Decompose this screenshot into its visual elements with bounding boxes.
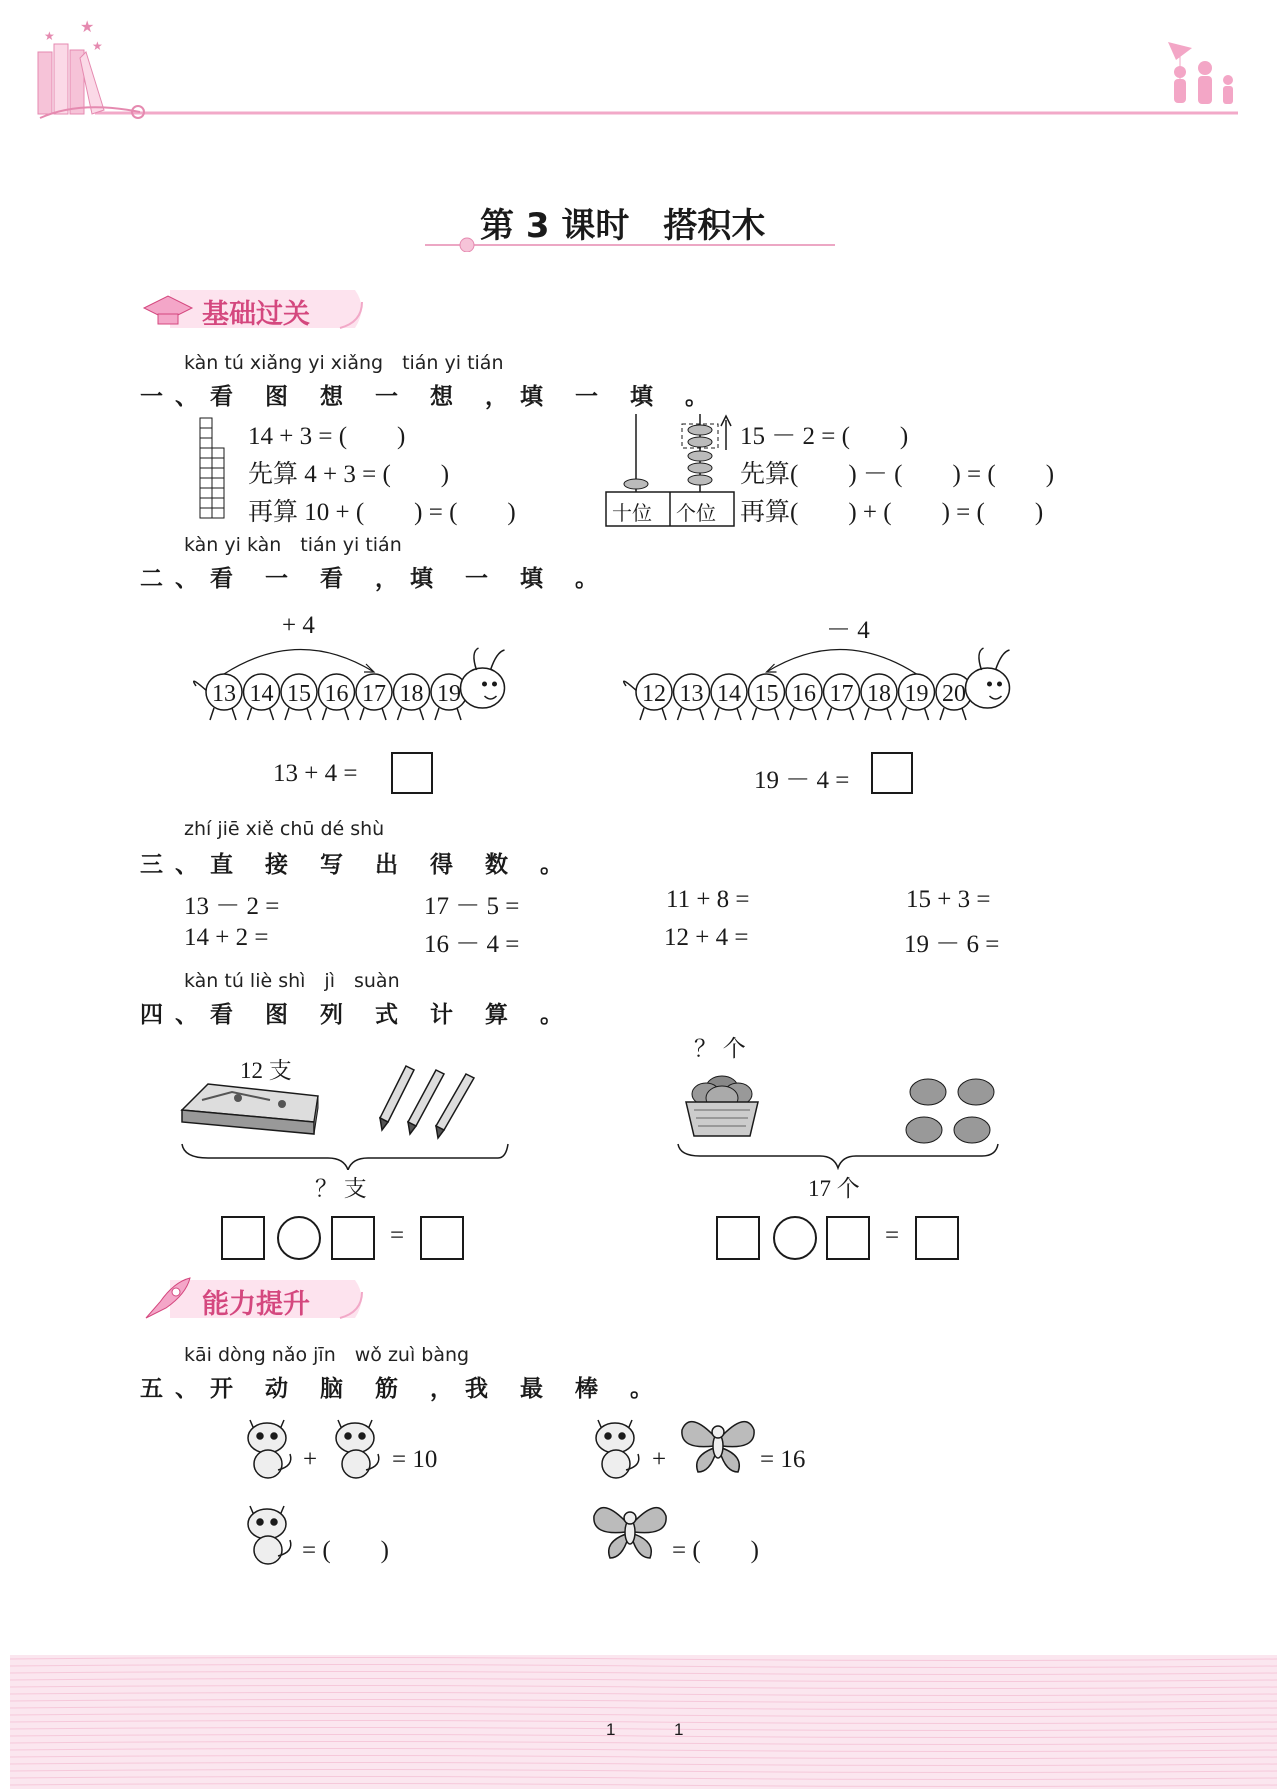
caterpillar-segment — [206, 674, 242, 720]
q4-right-result-box[interactable] — [915, 1216, 959, 1260]
q1-title: 一、看 图 想 一 想 ，填 一 填 。 — [140, 384, 721, 410]
q4-left-top-label: 12 支 — [240, 1058, 292, 1083]
q1-left-line-2: 先算 4 + 3 = ( ) — [248, 461, 450, 488]
caterpillar-number: 14 — [249, 681, 274, 707]
footer-background — [10, 1655, 1277, 1789]
q1-right-line-1: 15 － 2 = ( ) — [740, 423, 909, 450]
q2-pinyin: kàn yi kàn tián yi tián — [184, 534, 402, 556]
cat-icon — [326, 1410, 396, 1482]
page-number-left: 1 — [606, 1720, 616, 1739]
q5-eq2-plus: + — [652, 1446, 667, 1473]
caterpillar-number: 17 — [362, 681, 386, 707]
pencil-box-icon — [182, 1084, 318, 1134]
q3-item: 16 － 4 = — [424, 931, 520, 958]
butterfly-icon — [590, 1496, 670, 1568]
q3-title: 三、直 接 写 出 得 数 。 — [140, 852, 576, 878]
caterpillar-number: 15 — [754, 681, 779, 707]
caterpillar-head-icon — [966, 648, 1010, 708]
q5-answer-cat: = ( ) — [302, 1537, 389, 1564]
q4-right-top-label: ？ 个 — [694, 1036, 746, 1061]
q3-item: 15 + 3 = — [906, 886, 991, 913]
caterpillar-number: 19 — [437, 681, 461, 707]
caterpillar-segment — [786, 674, 822, 720]
caterpillar-segment — [824, 674, 860, 720]
caterpillar-number: 13 — [212, 681, 236, 707]
caterpillar-segment — [394, 674, 430, 720]
butterfly-icon — [678, 1410, 758, 1482]
q3-item: 11 + 8 = — [666, 886, 750, 913]
page-number-right: 1 — [674, 1720, 684, 1739]
q4-title: 四、看 图 列 式 计 算 。 — [140, 1002, 576, 1028]
caterpillar-number: 16 — [792, 681, 816, 707]
q4-left-result-box[interactable] — [420, 1216, 464, 1260]
basket-icon — [686, 1076, 758, 1136]
q4-right-bottom-label: 17 个 — [808, 1176, 860, 1201]
pencils-icon — [380, 1066, 474, 1138]
q5-title: 五、开 动 脑 筋 ，我 最 棒 。 — [140, 1376, 666, 1402]
q5-eq1-plus: + — [303, 1446, 318, 1473]
caterpillar-number: 18 — [399, 681, 424, 707]
q2-left-equation: 13 + 4 = — [273, 760, 358, 787]
q1-left-line-1: 14 + 3 = ( ) — [248, 423, 406, 450]
caterpillar-segment — [319, 674, 355, 720]
q3-item: 12 + 4 = — [664, 924, 749, 951]
q4-left-equals: = — [390, 1222, 405, 1249]
q3-item: 13 － 2 = — [184, 893, 280, 920]
q1-pinyin: kàn tú xiǎng yi xiǎng tián yi tián — [184, 352, 504, 374]
q5-pinyin: kāi dòng nǎo jīn wǒ zuì bàng — [184, 1344, 470, 1366]
q2-right-answer-box[interactable] — [871, 752, 913, 794]
q3-item: 17 － 5 = — [424, 893, 520, 920]
children-kite-icon — [1168, 42, 1233, 104]
caterpillar-head-icon — [461, 648, 505, 708]
caterpillar-segment — [711, 674, 747, 720]
q4-left-box-2[interactable] — [331, 1216, 375, 1260]
caterpillar-number: 16 — [324, 681, 349, 707]
caterpillar-number: 18 — [867, 681, 891, 707]
caterpillar-number: 17 — [829, 681, 854, 707]
title-underline — [425, 236, 835, 252]
q4-left-box-1[interactable] — [221, 1216, 265, 1260]
watermelons-illustration — [670, 1060, 1010, 1170]
q2-left-op: + 4 — [282, 612, 315, 639]
q5-answer-butterfly: = ( ) — [672, 1537, 759, 1564]
abacus-label-ones: 个位 — [676, 501, 716, 525]
svg-text:★: ★ — [92, 39, 103, 53]
caterpillar-number: 13 — [679, 681, 704, 707]
caterpillar-number: 14 — [717, 681, 741, 707]
caterpillar-right — [620, 630, 1040, 730]
header-decoration — [0, 0, 1287, 140]
q4-right-box-1[interactable] — [716, 1216, 760, 1260]
section-title-advanced: 能力提升 — [202, 1289, 310, 1320]
caterpillar-segment — [674, 674, 710, 720]
svg-text:★: ★ — [80, 17, 95, 36]
q4-left-bottom-label: ？ 支 — [315, 1176, 367, 1201]
books-icon — [38, 17, 144, 118]
q5-eq2-result: = 16 — [760, 1446, 806, 1473]
q4-left-operator-circle[interactable] — [277, 1216, 321, 1260]
caterpillar-segment — [749, 674, 785, 720]
q4-right-operator-circle[interactable] — [773, 1216, 817, 1260]
q3-item: 19 － 6 = — [904, 931, 1000, 958]
section-title-basic: 基础过关 — [202, 299, 310, 330]
q3-item: 14 + 2 = — [184, 924, 269, 951]
q2-right-equation: 19 － 4 = — [754, 767, 850, 794]
pencils-illustration — [178, 1060, 528, 1170]
caterpillar-segment — [861, 674, 897, 720]
caterpillar-segment — [899, 674, 935, 720]
q2-left-answer-box[interactable] — [391, 752, 433, 794]
cat-icon — [586, 1410, 656, 1482]
q2-right-op: － 4 — [826, 617, 870, 644]
q5-eq1-result: = 10 — [392, 1446, 438, 1473]
q1-right-line-3: 再算( ) + ( ) = ( ) — [740, 499, 1044, 526]
q1-left-line-3: 再算 10 + ( ) = ( ) — [248, 499, 516, 526]
cube-tower-icon — [192, 414, 232, 524]
jump-arc — [224, 649, 374, 674]
cat-icon — [238, 1410, 308, 1482]
arrow-head-icon — [767, 664, 777, 672]
cat-icon — [238, 1496, 308, 1568]
q1-right-line-2: 先算( ) － ( ) = ( ) — [740, 461, 1055, 488]
q3-pinyin: zhí jiē xiě chū dé shù — [184, 818, 385, 840]
watermelon-icon — [906, 1079, 994, 1143]
jump-arc — [767, 649, 917, 674]
q4-right-equals: = — [885, 1222, 900, 1249]
abacus-label-tens: 十位 — [612, 501, 652, 525]
caterpillar-segment — [636, 674, 672, 720]
caterpillar-segment — [281, 674, 317, 720]
lesson-title: 第 3 课时 搭积木 — [480, 206, 766, 246]
q2-title: 二、看 一 看 ，填 一 填 。 — [140, 566, 611, 592]
svg-text:★: ★ — [44, 29, 55, 43]
caterpillar-number: 12 — [642, 681, 666, 707]
caterpillar-segment — [244, 674, 280, 720]
caterpillar-left — [190, 630, 530, 730]
caterpillar-number: 19 — [904, 681, 929, 707]
caterpillar-segment — [356, 674, 392, 720]
arrow-head-icon — [364, 664, 374, 672]
caterpillar-number: 15 — [287, 681, 311, 707]
q4-right-box-2[interactable] — [826, 1216, 870, 1260]
caterpillar-number: 20 — [942, 681, 966, 707]
q4-pinyin: kàn tú liè shì jì suàn — [184, 970, 400, 992]
